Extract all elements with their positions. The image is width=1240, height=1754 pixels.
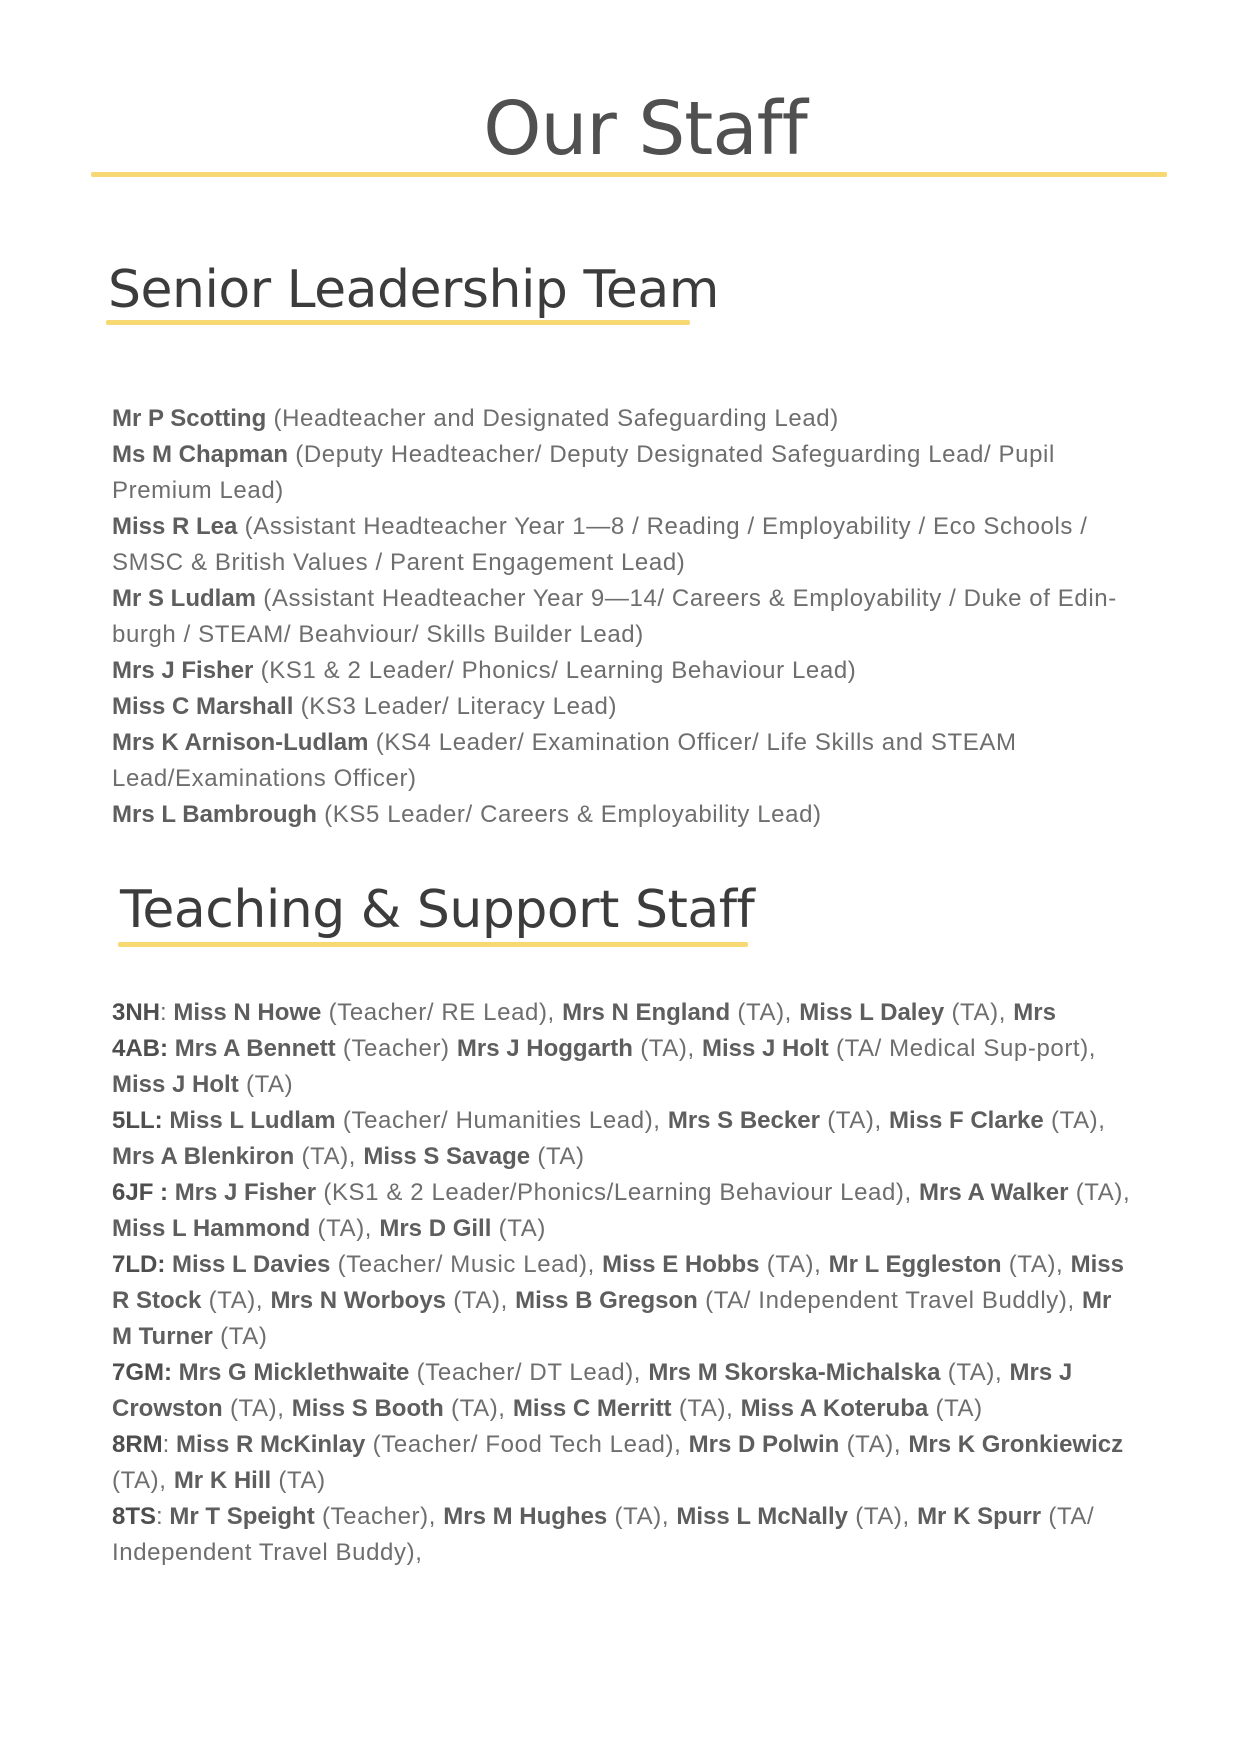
class-separator [168,1035,175,1062]
staff-name: Mrs [1013,999,1056,1026]
class-code: 8TS [112,1503,157,1530]
teaching-support-underline [118,942,748,947]
class-code: 6JF : [112,1179,169,1206]
staff-name: Miss A Koteruba [740,1395,929,1422]
staff-name: Miss N Howe [173,999,322,1026]
slt-member [112,725,1132,797]
staff-name: Miss R McKinlay [176,1431,366,1458]
class-separator: : [162,1431,177,1458]
staff-role: (TA), [940,1359,1010,1386]
staff-role: (TA/ Independent Travel Buddy), [112,1503,1095,1566]
staff-name: Mr T Speight [169,1503,315,1530]
staff-role: (TA), [607,1503,677,1530]
staff-role: (KS4 Leader/ Examination Officer/ Life Skills and STEAM Lead/Examinations Officer) [112,729,1017,792]
senior-leadership-heading: Senior Leadership Team [108,260,719,320]
staff-role: (TA) [491,1215,546,1242]
class-entry [112,1247,1132,1355]
slt-member [112,797,1132,833]
staff-name: Miss L Ludlam [169,1107,336,1134]
staff-name: Miss E Hobbs [602,1251,760,1278]
class-entry [112,1427,1132,1499]
staff-name: Mr K Hill [173,1467,272,1494]
staff-name: Miss L Davies [172,1251,331,1278]
slt-member [112,437,1132,509]
staff-name: Mrs K Arnison-Ludlam [112,729,369,756]
class-code: 3NH [112,999,161,1026]
staff-name: Mrs A Bennett [174,1035,336,1062]
staff-role: (Teacher/ Humanities Lead), [335,1107,668,1134]
staff-role: (TA), [759,1251,829,1278]
staff-role: (TA), [847,1503,918,1530]
staff-role: (TA/ Independent Travel Buddly), [697,1287,1082,1314]
staff-role: (Teacher/ RE Lead), [321,999,563,1026]
staff-role: (KS3 Leader/ Literacy Lead) [293,693,618,720]
class-code: 4AB: [112,1035,169,1062]
staff-name: Miss L Daley [799,999,945,1026]
staff-role: (KS1 & 2 Leader/Phonics/Learning Behaviour Lead), [316,1179,920,1206]
senior-leadership-underline [106,320,690,325]
staff-name: Mrs K Gronkiewicz [908,1431,1124,1458]
class-entry [112,1175,1132,1247]
staff-role: (TA) [530,1143,585,1170]
class-separator: : [156,1503,170,1530]
slt-member [112,653,1132,689]
staff-name: Mrs D Gill [379,1215,492,1242]
staff-role: (KS5 Leader/ Careers & Employability Lead) [316,801,822,828]
class-entry [112,1355,1132,1427]
class-separator [168,1179,175,1206]
staff-name: Mr P Scotting [112,405,267,432]
staff-name: Mr K Spurr [917,1503,1042,1530]
staff-name: Mrs D Polwin [688,1431,840,1458]
staff-role: (Teacher) [335,1035,457,1062]
staff-role: (TA), [112,1467,174,1494]
staff-name: Miss J Holt [702,1035,829,1062]
staff-role: (TA), [632,1035,702,1062]
staff-role: (TA), [730,999,800,1026]
staff-role: (TA), [222,1395,292,1422]
staff-name: Mrs G Micklethwaite [178,1359,410,1386]
staff-role: (Teacher/ DT Lead), [409,1359,649,1386]
staff-role: (TA), [1068,1179,1131,1206]
staff-role: (TA), [1043,1107,1106,1134]
staff-role: (TA), [201,1287,271,1314]
slt-member [112,509,1132,581]
staff-name: Miss L McNally [676,1503,848,1530]
staff-name: Mr L Eggleston [828,1251,1002,1278]
staff-name: Mrs N England [562,999,731,1026]
class-separator [172,1359,179,1386]
senior-leadership-list [112,401,1132,833]
staff-role: (Assistant Headteacher Year 1—8 / Reading / Employability / Eco Schools / SMSC & British Values / Parent Engagement Lead) [112,513,1088,576]
staff-name: Mrs J Fisher [174,1179,317,1206]
class-code: 5LL: [112,1107,163,1134]
staff-role: (Deputy Headteacher/ Deputy Designated Safeguarding Lead/ Pupil Premium Lead) [112,441,1055,504]
staff-role: (Teacher), [314,1503,444,1530]
staff-name: Mrs N Worboys [270,1287,447,1314]
slt-member [112,689,1132,725]
class-entry [112,995,1132,1031]
staff-role: (TA), [671,1395,741,1422]
staff-role: (Headteacher and Designated Safeguarding Lead) [266,405,839,432]
staff-name: Mrs J Hoggarth [456,1035,633,1062]
staff-role: (TA) [271,1467,326,1494]
staff-role: (KS1 & 2 Leader/ Phonics/ Learning Behaviour Lead) [253,657,857,684]
staff-role: (TA), [839,1431,909,1458]
staff-name: Miss J Holt [112,1071,239,1098]
title-underline [91,172,1167,177]
staff-role: (TA), [944,999,1014,1026]
class-code: 7LD: [112,1251,166,1278]
staff-role: (TA), [1001,1251,1071,1278]
staff-name: Miss S Savage [363,1143,531,1170]
staff-name: Mrs S Becker [667,1107,820,1134]
class-separator [165,1251,172,1278]
staff-name: Miss L Hammond [112,1215,311,1242]
staff-role: (TA), [446,1287,516,1314]
staff-name: Miss S Booth [291,1395,444,1422]
staff-name: Miss R Stock [112,1251,1124,1314]
staff-role: (Assistant Headteacher Year 9—14/ Careers & Employability / Duke of Edin-burgh / STEAM/ Beahviour/ Skills Builder Lead) [112,585,1117,648]
class-staff-list [112,995,1132,1571]
staff-name: Miss B Gregson [515,1287,698,1314]
class-code: 8RM [112,1431,163,1458]
staff-name: Mrs J Fisher [112,657,254,684]
class-code: 7GM: [112,1359,172,1386]
staff-role: (TA) [928,1395,983,1422]
class-entry [112,1103,1132,1175]
class-entry [112,1499,1132,1571]
page-title: Our Staff [483,86,807,172]
staff-role: (Teacher/ Food Tech Lead), [365,1431,689,1458]
staff-role: (TA), [819,1107,889,1134]
class-separator: : [160,999,174,1026]
staff-name: Miss F Clarke [889,1107,1044,1134]
staff-name: Mrs A Blenkiron [112,1143,295,1170]
staff-name: Miss R Lea [112,513,238,540]
slt-member [112,401,1132,437]
staff-role: (Teacher/ Music Lead), [330,1251,603,1278]
staff-name: Mr M Turner [112,1287,1112,1350]
staff-name: Ms M Chapman [112,441,289,468]
staff-role: (TA) [212,1323,268,1350]
staff-role: (TA), [294,1143,364,1170]
staff-name: Mrs M Skorska-Michalska [648,1359,941,1386]
staff-name: Mrs L Bambrough [112,801,317,828]
staff-role: (TA) [238,1071,294,1098]
slt-member [112,581,1132,653]
teaching-support-heading: Teaching & Support Staff [120,880,755,940]
staff-name: Mrs A Walker [919,1179,1069,1206]
staff-name: Mr S Ludlam [112,585,257,612]
staff-name: Miss C Marshall [112,693,294,720]
staff-name: Miss C Merritt [512,1395,672,1422]
staff-role: (TA), [443,1395,513,1422]
staff-role: (TA/ Medical Sup-port), [828,1035,1097,1062]
staff-name: Mrs M Hughes [443,1503,608,1530]
class-entry [112,1031,1132,1103]
staff-name: Mrs J Crowston [112,1359,1073,1422]
staff-role: (TA), [310,1215,380,1242]
